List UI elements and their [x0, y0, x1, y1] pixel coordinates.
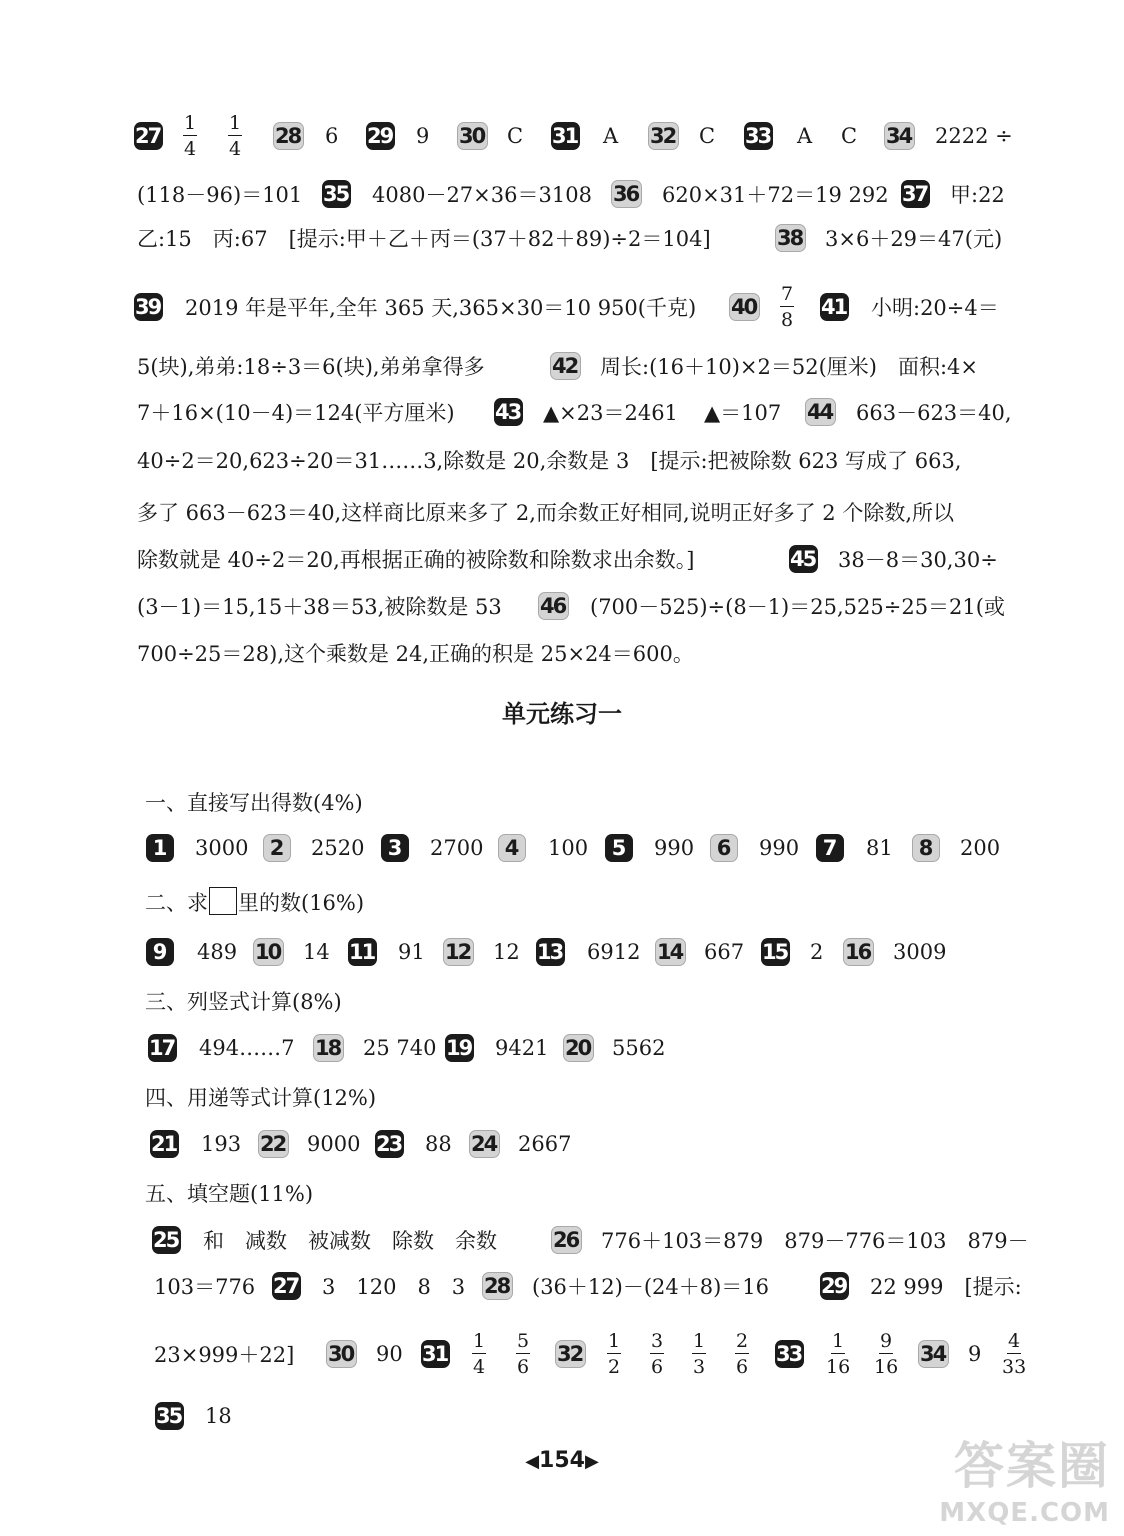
answer-text: 700÷25＝28),这个乘数是 24,正确的积是 25×24＝600。 — [137, 642, 694, 666]
question-number-badge: 13 — [536, 938, 565, 966]
question-number-badge: 45 — [789, 545, 818, 573]
question-number-badge: 20 — [563, 1034, 594, 1062]
answer-text: 4080－27×36＝3108 — [372, 183, 592, 207]
answer-text: 小明:20÷4＝ — [871, 296, 999, 320]
question-number-badge: 22 — [258, 1130, 289, 1158]
question-number-badge: 34 — [884, 122, 915, 150]
answer-text: 12 — [493, 940, 520, 964]
question-number-badge: 4 — [498, 834, 526, 862]
question-number-badge: 23 — [375, 1130, 404, 1158]
question-number-badge: 42 — [550, 352, 581, 380]
answer-text: 38－8＝30,30÷ — [838, 548, 998, 572]
question-number-badge: 37 — [901, 180, 930, 208]
question-number-badge: 30 — [457, 122, 488, 150]
question-number-badge: 29 — [820, 1272, 849, 1300]
answer-text: A — [797, 124, 813, 148]
answer-text: 9 — [968, 1342, 982, 1366]
question-number-badge: 34 — [918, 1340, 949, 1368]
question-number-badge: 46 — [538, 592, 569, 620]
question-number-badge: 35 — [155, 1402, 184, 1430]
answer-text: (3－1)＝15,15＋38＝53,被除数是 53 — [137, 595, 502, 619]
section-title-part: 里的数(16%) — [238, 891, 365, 915]
question-number-badge: 25 — [152, 1226, 181, 1254]
section-heading-2 — [145, 887, 364, 917]
section-heading-1: 一、直接写出得数(4%) — [145, 791, 363, 815]
answer-text: 9 — [416, 124, 430, 148]
question-number-badge: 32 — [555, 1340, 586, 1368]
question-number-badge: 6 — [710, 834, 738, 862]
answer-text: (118－96)＝101 — [137, 183, 303, 207]
answer-text: 2520 — [311, 836, 365, 860]
answer-text: 489 — [197, 940, 238, 964]
question-number-badge: 7 — [816, 834, 844, 862]
answer-text: 2667 — [518, 1132, 572, 1156]
answer-text: 494……7 — [199, 1036, 295, 1060]
answer-text: 乙:15 丙:67 [提示:甲＋乙＋丙＝(37＋82＋89)÷2＝104] — [137, 227, 711, 251]
question-number-badge: 41 — [820, 293, 849, 321]
question-number-badge: 8 — [912, 834, 940, 862]
answer-text: 2 — [810, 940, 824, 964]
answer-text: 200 — [960, 836, 1001, 860]
fraction: $\frac{7}{8}$ — [781, 283, 794, 331]
question-number-badge: 10 — [253, 938, 284, 966]
section-heading-4: 四、用递等式计算(12%) — [145, 1086, 377, 1110]
question-number-badge: 36 — [611, 180, 642, 208]
question-number-badge: 9 — [146, 938, 174, 966]
question-number-badge: 15 — [761, 938, 790, 966]
answer-text: ▲＝107 — [704, 401, 782, 425]
fraction: $\frac{3}{6}$ — [651, 1330, 664, 1378]
answer-text: 除数就是 40÷2＝20,再根据正确的被除数和除数求出余数。] — [137, 548, 695, 572]
answer-text: 663－623＝40, — [856, 401, 1012, 425]
answer-text: 7＋16×(10－4)＝124(平方厘米) — [137, 401, 455, 425]
answer-text: 周长:(16＋10)×2＝52(厘米) 面积:4× — [600, 355, 978, 379]
watermark-text: 答案圈 — [954, 1437, 1110, 1495]
question-number-badge: 17 — [148, 1034, 177, 1062]
answer-text: 3009 — [893, 940, 947, 964]
answer-text: 3×6＋29＝47(元) — [825, 227, 1003, 251]
page-number-value: 154 — [539, 1448, 585, 1473]
answer-text: 90 — [376, 1342, 403, 1366]
answer-text: 6912 — [587, 940, 641, 964]
section-title-part: 二、求 — [145, 891, 208, 915]
answer-text: 100 — [548, 836, 589, 860]
section-heading-5: 五、填空题(11%) — [145, 1182, 314, 1206]
question-number-badge: 27 — [134, 122, 163, 150]
answer-text: (36＋12)－(24＋8)＝16 — [532, 1275, 770, 1299]
fraction: $\frac{2}{6}$ — [736, 1330, 749, 1378]
answer-text: C — [841, 124, 858, 148]
answer-text: 9000 — [307, 1132, 361, 1156]
question-number-badge: 11 — [348, 938, 377, 966]
answer-text: 23×999＋22] — [154, 1343, 295, 1367]
unit-title: 单元练习一 — [502, 700, 622, 728]
question-number-badge: 24 — [469, 1130, 500, 1158]
triangle-right-icon: ▶ — [584, 1451, 599, 1472]
answer-text: C — [507, 124, 524, 148]
answer-text: 2019 年是平年,全年 365 天,365×30＝10 950(千克) — [185, 296, 697, 320]
question-number-badge: 26 — [551, 1226, 582, 1254]
answer-text: 2700 — [430, 836, 484, 860]
question-number-badge: 5 — [605, 834, 633, 862]
answer-text: 3 120 8 3 — [322, 1275, 466, 1299]
question-number-badge: 44 — [805, 398, 836, 426]
answer-text: C — [699, 124, 716, 148]
fraction: $\frac{4}{33}$ — [1002, 1330, 1027, 1378]
answer-text: 2222 ÷ — [935, 124, 1013, 148]
answer-text: (700－525)÷(8－1)＝25,525÷25＝21(或 — [590, 595, 1005, 619]
answer-text: 776＋103＝879 879－776＝103 879－ — [601, 1229, 1029, 1253]
answer-text: 81 — [866, 836, 893, 860]
answer-text: 620×31＋72＝19 292 — [662, 183, 889, 207]
fraction: $\frac{1}{4}$ — [229, 112, 242, 160]
watermark-logo — [939, 1426, 1110, 1528]
fraction: $\frac{1}{3}$ — [693, 1330, 706, 1378]
answer-text: ▲×23＝2461 — [543, 401, 678, 425]
question-number-badge: 19 — [445, 1034, 474, 1062]
blank-box-icon — [209, 887, 237, 915]
question-number-badge: 33 — [775, 1340, 804, 1368]
question-number-badge: 1 — [146, 834, 174, 862]
fraction: $\frac{9}{16}$ — [874, 1330, 899, 1378]
answer-text: 多了 663－623＝40,这样商比原来多了 2,而余数正好相同,说明正好多了 2 个除数,所以 — [137, 501, 955, 525]
question-number-badge: 14 — [655, 938, 686, 966]
answer-text: 40÷2＝20,623÷20＝31……3,除数是 20,余数是 3 [提示:把被除数 623 写成了 663, — [137, 449, 962, 473]
question-number-badge: 28 — [273, 122, 304, 150]
question-number-badge: 31 — [551, 122, 580, 150]
question-number-badge: 21 — [150, 1130, 179, 1158]
fraction: $\frac{1}{4}$ — [473, 1330, 486, 1378]
question-number-badge: 27 — [272, 1272, 301, 1300]
question-number-badge: 40 — [729, 293, 760, 321]
question-number-badge: 2 — [263, 834, 291, 862]
answer-text: 3000 — [195, 836, 249, 860]
answer-text: 6 — [325, 124, 339, 148]
question-number-badge: 35 — [322, 180, 351, 208]
question-number-badge: 3 — [381, 834, 409, 862]
question-number-badge: 16 — [843, 938, 874, 966]
question-number-badge: 29 — [366, 122, 395, 150]
fraction: $\frac{1}{4}$ — [184, 112, 197, 160]
question-number-badge: 28 — [482, 1272, 513, 1300]
question-number-badge: 32 — [648, 122, 679, 150]
answer-text: 5(块),弟弟:18÷3＝6(块),弟弟拿得多 — [137, 355, 485, 379]
question-number-badge: 31 — [421, 1340, 450, 1368]
answer-text: 25 740 — [363, 1036, 437, 1060]
answer-text: 990 — [759, 836, 800, 860]
question-number-badge: 43 — [494, 398, 523, 426]
answer-text: 9421 — [495, 1036, 549, 1060]
question-number-badge: 39 — [134, 293, 163, 321]
answer-text: 667 — [704, 940, 745, 964]
question-number-badge: 38 — [775, 224, 806, 252]
fraction: $\frac{1}{2}$ — [608, 1330, 621, 1378]
answer-text: 103＝776 — [154, 1275, 256, 1299]
answer-text: 88 — [425, 1132, 452, 1156]
triangle-left-icon: ◀ — [525, 1451, 540, 1472]
answer-text: 甲:22 — [950, 183, 1005, 207]
fraction: $\frac{1}{16}$ — [826, 1330, 851, 1378]
fraction: $\frac{5}{6}$ — [517, 1330, 530, 1378]
question-number-badge: 12 — [443, 938, 474, 966]
answer-text: 22 999 [提示: — [870, 1275, 1022, 1299]
section-heading-3: 三、列竖式计算(8%) — [145, 990, 342, 1014]
answer-text: 990 — [654, 836, 695, 860]
question-number-badge: 30 — [326, 1340, 357, 1368]
answer-text: 和 减数 被减数 除数 余数 — [203, 1229, 497, 1253]
answer-text: A — [603, 124, 619, 148]
answer-text: 14 — [303, 940, 330, 964]
answer-text: 5562 — [612, 1036, 666, 1060]
answer-text: 18 — [205, 1404, 232, 1428]
question-number-badge: 18 — [313, 1034, 344, 1062]
watermark-url: MXQE.COM — [939, 1498, 1110, 1528]
question-number-badge: 33 — [744, 122, 773, 150]
answer-text: 193 — [201, 1132, 242, 1156]
answer-text: 91 — [398, 940, 425, 964]
